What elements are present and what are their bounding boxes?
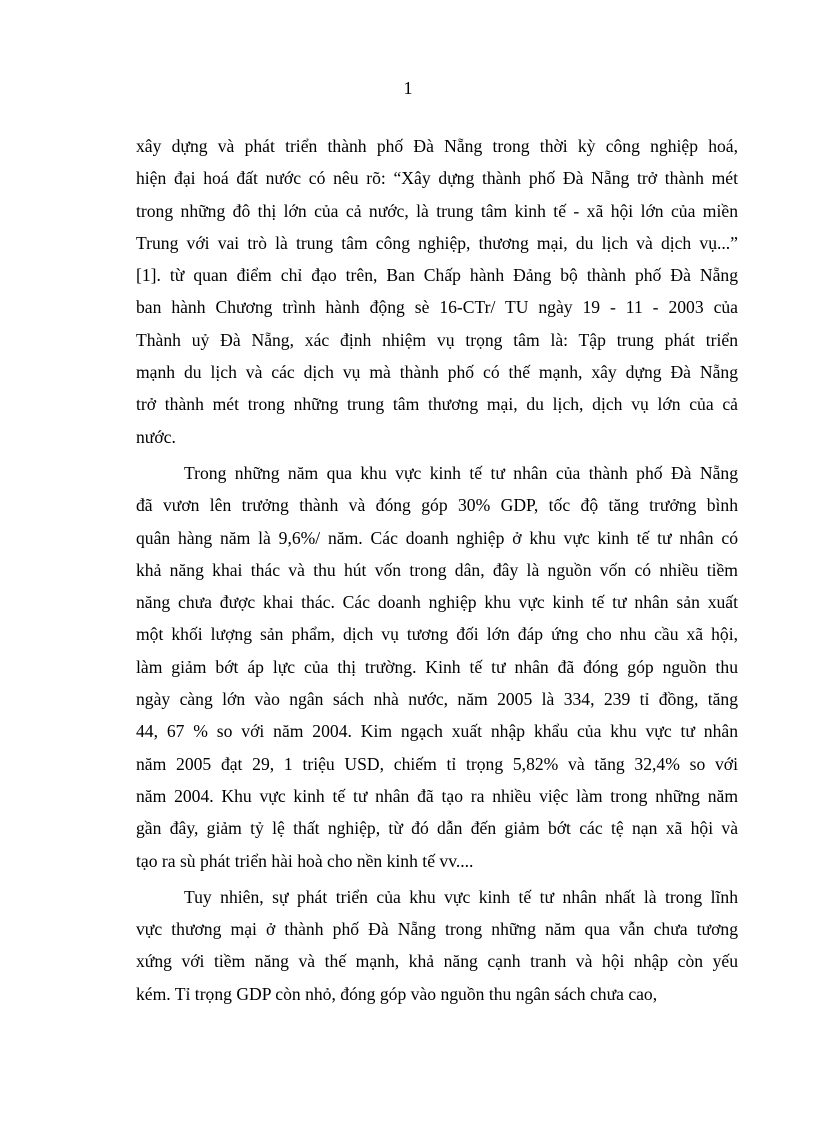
text-line: [1]. từ quan điểm chỉ đạo trên, Ban Chấp hành Đảng bộ thành phố Đà Nẵng — [136, 265, 738, 286]
paragraph-2 — [136, 457, 738, 877]
text-line: năm 2005 đạt 29, 1 triệu USD, chiếm tỉ trọng 5,82% và tăng 32,4% so với — [136, 753, 738, 774]
text-line: quân hàng năm là 9,6%/ năm. Các doanh nghiệp ở khu vực kinh tế tư nhân có — [136, 527, 738, 548]
text-line: nước. — [136, 426, 176, 447]
text-line: năm 2004. Khu vực kinh tế tư nhân đã tạo ra nhiều việc làm trong những năm — [136, 785, 738, 806]
text-line: làm giảm bớt áp lực của thị trường. Kinh tế tư nhân đã đóng góp nguồn thu — [136, 656, 738, 677]
text-line: đã vươn lên trưởng thành và đóng góp 30% GDP, tốc độ tăng trưởng bình — [136, 495, 738, 516]
text-line: Tuy nhiên, sự phát triển của khu vực kinh tế tư nhân nhất là trong lĩnh — [184, 886, 738, 907]
paragraph-3 — [136, 881, 738, 1010]
text-line: xứng với tiềm năng và thế mạnh, khả năng cạnh tranh và hội nhập còn yếu — [136, 951, 738, 972]
page-number: 1 — [403, 78, 413, 98]
text-line: ngày càng lớn vào ngân sách nhà nước, năm 2005 là 334, 239 tỉ đồng, tăng — [136, 689, 738, 710]
text-line: khả năng khai thác và thu hút vốn trong dân, đây là nguồn vốn có nhiều tiềm — [136, 559, 738, 580]
text-line: Trung với vai trò là trung tâm công nghiệp, thương mại, du lịch và dịch vụ...” — [136, 232, 738, 253]
text-line: Trong những năm qua khu vực kinh tế tư nhân của thành phố Đà Nẵng — [184, 462, 738, 483]
text-line: ban hành Chương trình hành động sè 16-CTr/ TU ngày 19 - 11 - 2003 của — [136, 297, 738, 318]
text-line: hiện đại hoá đất nước có nêu rõ: “Xây dựng thành phố Đà Nẵng trở thành mét — [136, 168, 738, 189]
text-line: một khối lượng sản phẩm, dịch vụ tương đối lớn đáp ứng cho nhu cầu xã hội, — [136, 624, 738, 645]
text-line: vực thương mại ở thành phố Đà Nẵng trong những năm qua vẫn chưa tương — [136, 919, 738, 940]
text-line: trong những đô thị lớn của cả nước, là trung tâm kinh tế - xã hội lớn của miền — [136, 200, 738, 221]
text-line: trở thành mét trong những trung tâm thương mại, du lịch, dịch vụ lớn của cả — [136, 394, 738, 415]
text-line: xây dựng và phát triển thành phố Đà Nẵng trong thời kỳ công nghiệp hoá, — [136, 136, 738, 156]
text-line: Thành uỷ Đà Nẵng, xác định nhiệm vụ trọng tâm là: Tập trung phát triển — [136, 329, 738, 350]
text-line: 44, 67 % so với năm 2004. Kim ngạch xuất nhập khẩu của khu vực tư nhân — [136, 721, 738, 742]
text-line: năng chưa được khai thác. Các doanh nghiệp khu vực kinh tế tư nhân sản xuất — [136, 592, 738, 613]
text-line: gần đây, giảm tỷ lệ thất nghiệp, từ đó dẫn đến giảm bớt các tệ nạn xã hội và — [136, 818, 738, 839]
body-text — [136, 130, 738, 1014]
text-line: tạo ra sù phát triển hài hoà cho nền kinh tế vv.... — [136, 850, 474, 871]
paragraph-1 — [136, 130, 738, 453]
text-line: kém. Tỉ trọng GDP còn nhỏ, đóng góp vào nguồn thu ngân sách chưa cao, — [136, 983, 658, 1004]
text-line: mạnh du lịch và các dịch vụ mà thành phố có thế mạnh, xây dựng Đà Nẵng — [136, 362, 738, 383]
